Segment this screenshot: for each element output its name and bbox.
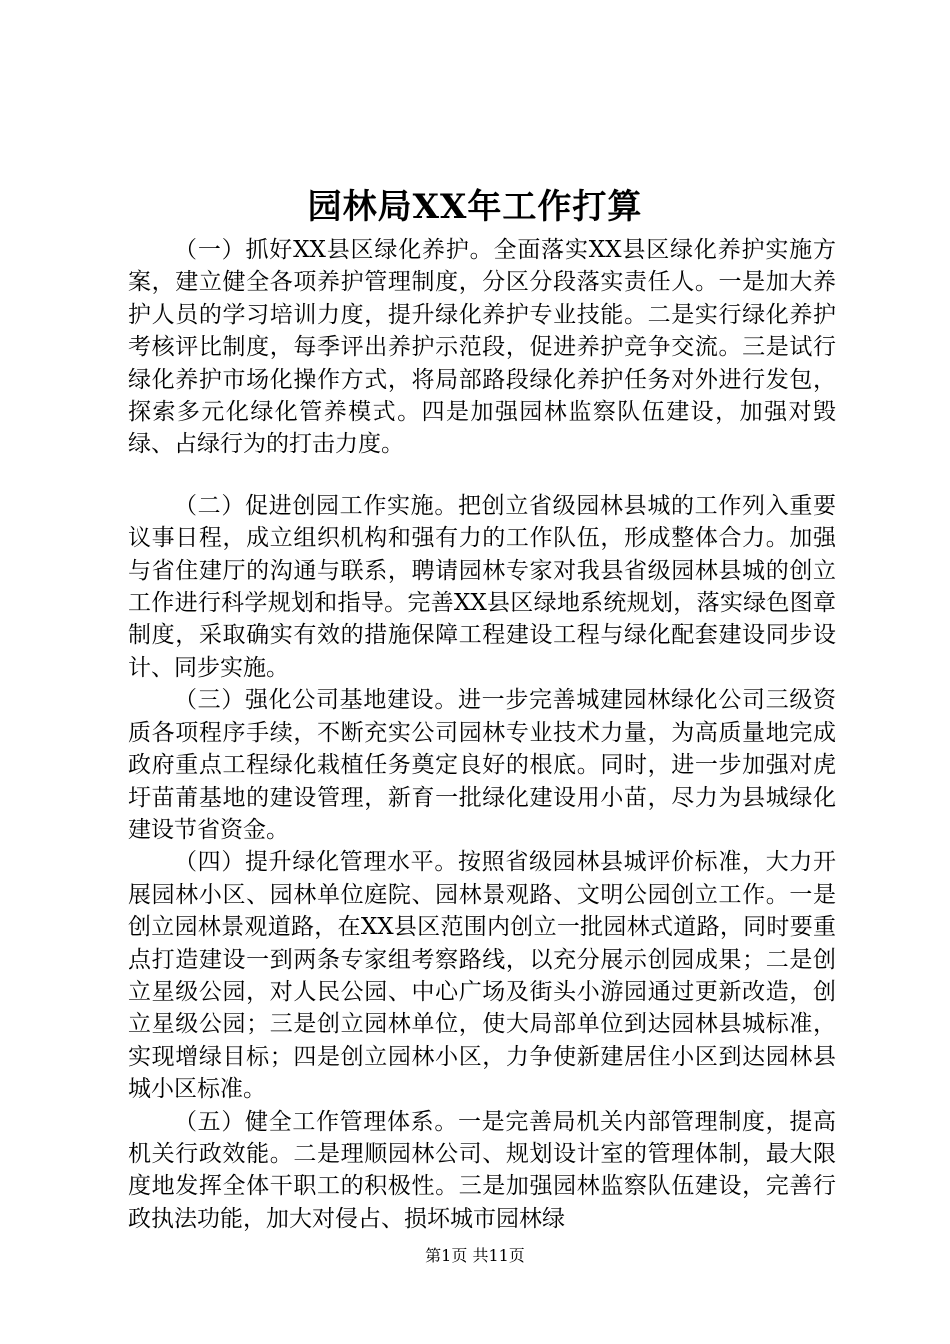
page-footer: 第1页 共11页 [425,1246,525,1265]
document-title: 园林局XX年工作打算 [307,187,643,227]
paragraph-1: （一）抓好XX县区绿化养护。全面落实XX县区绿化养护实施方案，建立健全各项养护管理制度，分区分段落实责任人。一是加大养护人员的学习培训力度，提升绿化养护专业技能。二是实行绿化养护考核评比制度，每季评出养护示范段，促进养护竞争交流。三是试行绿化养护市场化操作方式，将局部路段绿化养护任务对外进行发包，探索多元化绿化管养模式。四是加强园林监察队伍建设，加强对毁绿、占绿行为的打击力度。 [128,237,836,458]
paragraph-4: （四）提升绿化管理水平。按照省级园林县城评价标准，大力开展园林小区、园林单位庭院、园林景观路、文明公园创立工作。一是创立园林景观道路，在XX县区范围内创立一批园林式道路，同时要重点打造建设一到两条专家组考察路线，以充分展示创园成果；二是创立星级公园，对人民公园、中心广场及街头小游园通过更新改造，创立星级公园；三是创立园林单位，使大局部单位到达园林县城标准，实现增绿目标；四是创立园林小区，力争使新建居住小区到达园林县城小区标准。 [128,849,836,1103]
paragraph-2: （二）促进创园工作实施。把创立省级园林县城的工作列入重要议事日程，成立组织机构和强有力的工作队伍，形成整体合力。加强与省住建厅的沟通与联系，聘请园林专家对我县省级园林县城的创立工作进行科学规划和指导。完善XX县区绿地系统规划，落实绿色图章制度，采取确实有效的措施保障工程建设工程与绿化配套建设同步设计、同步实施。 [128,492,836,681]
document-body [128,234,836,1235]
paragraph-3: （三）强化公司基地建设。进一步完善城建园林绿化公司三级资质各项程序手续，不断充实公司园林专业技术力量，为高质量地完成政府重点工程绿化栽植任务奠定良好的根底。同时，进一步加强对虎圩苗莆基地的建设管理，新育一批绿化建设用小苗，尽力为县城绿化建设节省资金。 [128,687,836,843]
paragraph-5: （五）健全工作管理体系。一是完善局机关内部管理制度，提高机关行政效能。二是理顺园林公司、规划设计室的管理体制，最大限度地发挥全体干职工的积极性。三是加强园林监察队伍建设，完善行政执法功能，加大对侵占、损坏城市园林绿 [128,1108,836,1232]
